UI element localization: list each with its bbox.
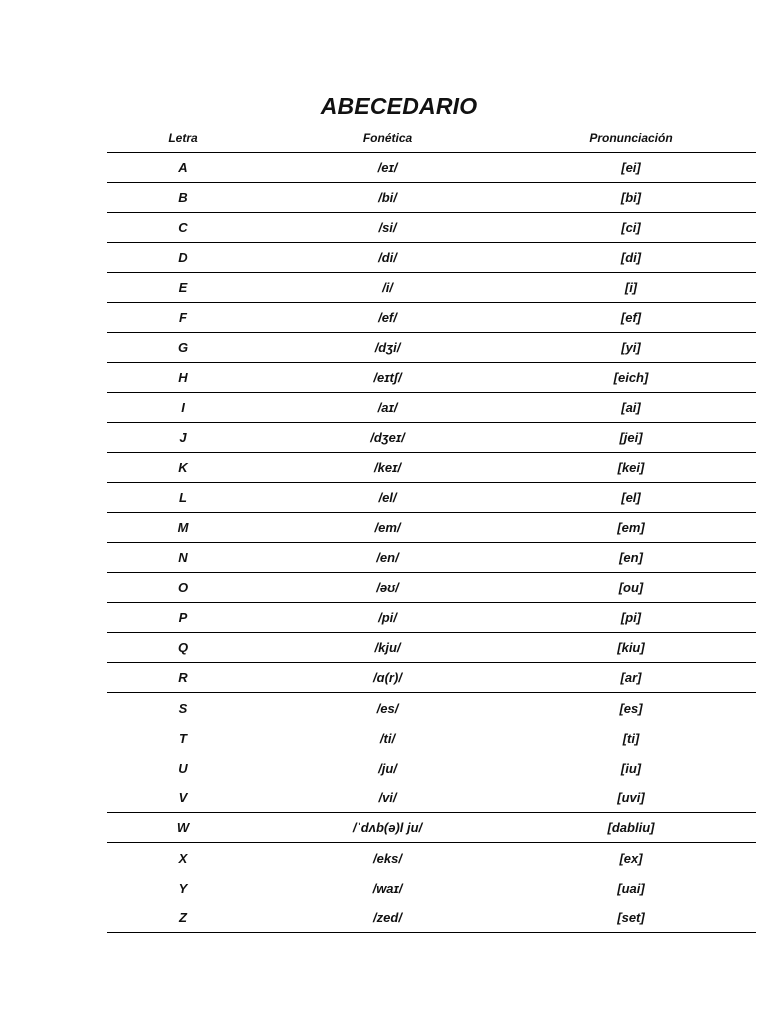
letter-cell: S [178, 700, 188, 716]
letter-cell: L [179, 490, 187, 505]
letter-cell: P [178, 610, 188, 625]
phonetic-cell: /eks/ [373, 850, 402, 866]
alphabet-table [107, 123, 756, 933]
pronunciation-cell: [ti] [622, 730, 640, 746]
pronunciation-cell: [di] [620, 250, 642, 265]
table-row [107, 483, 756, 513]
letter-cell: X [178, 850, 188, 866]
table-row [107, 573, 756, 603]
table-row [107, 453, 756, 483]
pronunciation-cell: [eich] [613, 370, 649, 385]
phonetic-cell: /ti/ [379, 730, 396, 746]
letter-cell: B [178, 190, 188, 205]
pronunciation-cell: [em] [617, 520, 645, 535]
header-phonetic: Fonética [362, 130, 413, 145]
phonetic-cell: /əʊ/ [376, 580, 399, 595]
pronunciation-cell: [ai] [621, 400, 641, 415]
table-row [107, 513, 756, 543]
letter-cell: Q [177, 640, 189, 655]
table-row [107, 753, 756, 783]
pronunciation-cell: [en] [619, 550, 643, 565]
letter-cell: D [178, 250, 188, 265]
phonetic-cell: /dʒeɪ/ [370, 430, 405, 445]
table-row [107, 633, 756, 663]
phonetic-cell: /dʒi/ [374, 340, 401, 355]
table-row [107, 243, 756, 273]
pronunciation-cell: [dabliu] [607, 820, 655, 835]
pronunciation-cell: [ei] [621, 160, 641, 175]
pronunciation-cell: [yi] [621, 340, 641, 355]
letter-cell: Z [179, 910, 187, 925]
pronunciation-cell: [iu] [620, 760, 642, 776]
pronunciation-cell: [ef] [620, 310, 642, 325]
table-row [107, 903, 756, 933]
letter-cell: T [179, 730, 187, 746]
pronunciation-cell: [ou] [618, 580, 644, 595]
pronunciation-cell: [ci] [621, 220, 641, 235]
pronunciation-cell: [kei] [617, 460, 645, 475]
phonetic-cell: /ju/ [378, 760, 397, 776]
phonetic-cell: /di/ [378, 250, 397, 265]
pronunciation-cell: [ar] [620, 670, 642, 685]
pronunciation-cell: [uai] [617, 880, 645, 896]
phonetic-cell: /bi/ [378, 190, 397, 205]
phonetic-cell: /el/ [378, 490, 397, 505]
table-body [107, 153, 756, 933]
phonetic-cell: /eɪtʃ/ [373, 370, 402, 385]
table-row [107, 663, 756, 693]
table-row [107, 693, 756, 723]
phonetic-cell: /en/ [376, 550, 399, 565]
table-row [107, 393, 756, 423]
phonetic-cell: /ef/ [378, 310, 397, 325]
header-letter: Letra [168, 130, 198, 145]
letter-cell: H [178, 370, 188, 385]
letter-cell: A [178, 160, 188, 175]
pronunciation-cell: [es] [619, 700, 643, 716]
page-title: ABECEDARIO [320, 93, 478, 119]
table-row [107, 333, 756, 363]
pronunciation-cell: [el] [621, 490, 641, 505]
letter-cell: E [178, 280, 188, 295]
letter-cell: V [178, 790, 188, 805]
letter-cell: N [178, 550, 188, 565]
phonetic-cell: /keɪ/ [374, 460, 401, 475]
letter-cell: M [177, 520, 189, 535]
pronunciation-cell: [jei] [619, 430, 643, 445]
table-row [107, 843, 756, 873]
pronunciation-cell: [ex] [619, 850, 643, 866]
phonetic-cell: /ɑ(r)/ [373, 670, 402, 685]
table-row [107, 873, 756, 903]
phonetic-cell: /em/ [374, 520, 401, 535]
table-row [107, 303, 756, 333]
pronunciation-cell: [i] [624, 280, 638, 295]
table-row [107, 213, 756, 243]
phonetic-cell: /ˈdʌb(ə)l ju/ [352, 820, 423, 835]
phonetic-cell: /si/ [378, 220, 397, 235]
letter-cell: F [179, 310, 187, 325]
letter-cell: W [176, 820, 190, 835]
letter-cell: C [178, 220, 188, 235]
letter-cell: J [179, 430, 187, 445]
letter-cell: O [177, 580, 189, 595]
phonetic-cell: /es/ [376, 700, 399, 716]
table-row [107, 273, 756, 303]
table-header-row [107, 123, 756, 153]
pronunciation-cell: [uvi] [617, 790, 645, 805]
pronunciation-cell: [pi] [620, 610, 642, 625]
letter-cell: I [181, 400, 185, 415]
phonetic-cell: /eɪ/ [377, 160, 398, 175]
pronunciation-cell: [kiu] [617, 640, 645, 655]
header-pronunciation: Pronunciación [589, 130, 673, 145]
phonetic-cell: /i/ [382, 280, 393, 295]
phonetic-cell: /kju/ [374, 640, 401, 655]
table-row [107, 183, 756, 213]
phonetic-cell: /aɪ/ [377, 400, 398, 415]
phonetic-cell: /pi/ [378, 610, 397, 625]
phonetic-cell: /zed/ [373, 910, 402, 925]
letter-cell: G [177, 340, 189, 355]
table-row [107, 363, 756, 393]
table-row [107, 723, 756, 753]
letter-cell: U [178, 760, 188, 776]
letter-cell: Y [178, 880, 188, 896]
letter-cell: K [178, 460, 188, 475]
letter-cell: R [178, 670, 188, 685]
pronunciation-cell: [set] [617, 910, 645, 925]
table-row [107, 423, 756, 453]
table-row [107, 153, 756, 183]
table-row [107, 813, 756, 843]
table-row [107, 783, 756, 813]
phonetic-cell: /vi/ [378, 790, 397, 805]
phonetic-cell: /waɪ/ [372, 880, 403, 896]
table-row [107, 543, 756, 573]
table-row [107, 603, 756, 633]
pronunciation-cell: [bi] [620, 190, 642, 205]
